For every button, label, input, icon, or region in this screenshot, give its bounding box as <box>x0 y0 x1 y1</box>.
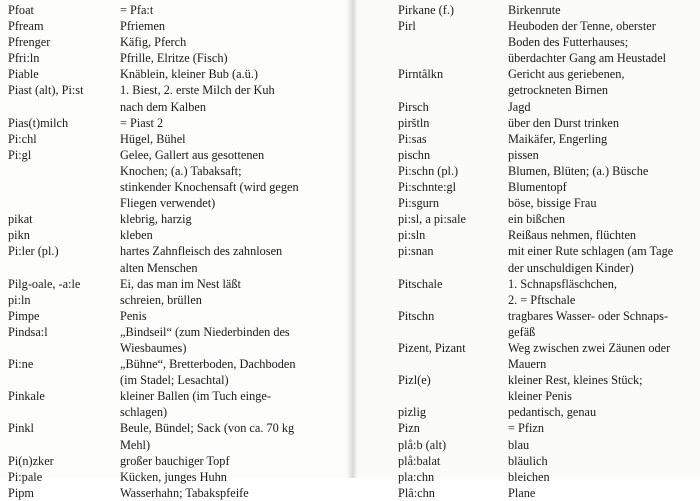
entry-term: plå:b (alt) <box>398 437 447 452</box>
dictionary-entry <box>352 437 700 453</box>
dictionary-entry <box>0 453 352 469</box>
entry-term: Pirl <box>398 19 416 34</box>
dictionary-entry <box>0 469 352 485</box>
dictionary-entry <box>352 420 700 436</box>
entry-definition: Reißaus nehmen, flüchten <box>508 228 637 243</box>
entry-definition: tragbares Wasser- oder Schnaps- gefäß <box>508 308 669 339</box>
entry-term: Pi(n)zker <box>8 453 54 468</box>
entry-definition: Kücken, junges Huhn <box>120 469 227 484</box>
entry-term: Pi:sgurn <box>398 196 439 211</box>
entry-term: Pi:ne <box>8 357 34 372</box>
dictionary-entry <box>352 485 700 501</box>
entry-definition: = Pfa:t <box>120 3 154 17</box>
dictionary-entry <box>352 372 700 404</box>
entry-term: Pirkane (f.) <box>398 3 454 17</box>
entry-term: plå:balat <box>398 453 441 468</box>
dictionary-entry <box>352 147 700 163</box>
entry-definition: kleiner Rest, kleines Stück; kleiner Penis <box>508 373 643 404</box>
entry-term: Pizl(e) <box>398 373 431 388</box>
entry-term: Pfream <box>8 19 44 34</box>
dictionary-entry <box>352 115 700 131</box>
entry-definition: blau <box>508 437 530 452</box>
dictionary-entry <box>352 404 700 420</box>
dictionary-entry <box>0 147 352 211</box>
dictionary-entry <box>352 340 700 372</box>
entry-term: pi:ln <box>8 292 31 307</box>
entry-term: Pitschale <box>398 276 443 291</box>
entry-definition: = Pfizn <box>508 421 544 436</box>
entry-definition: „Bindseil“ (zum Niederbinden des Wiesbaumes) <box>120 324 290 355</box>
entry-definition: bleichen <box>508 469 550 484</box>
entry-definition: Maikäfer, Engerling <box>508 131 608 146</box>
entry-definition: über den Durst trinken <box>508 115 619 130</box>
entry-definition: 1. Schnapsfläschchen, 2. = Pftschale <box>508 276 617 307</box>
entry-definition: Penis <box>120 308 147 323</box>
entry-definition: schreien, brüllen <box>120 292 202 307</box>
dictionary-entry <box>352 131 700 147</box>
entry-term: pikat <box>8 212 33 227</box>
entry-term: pikn <box>8 228 30 243</box>
entry-term: pi:snan <box>398 244 434 259</box>
dictionary-entry <box>352 276 700 308</box>
entry-term: Pi:gl <box>8 147 32 162</box>
entry-definition: bläulich <box>508 453 548 468</box>
dictionary-entry <box>0 50 352 66</box>
dictionary-entry <box>0 66 352 82</box>
dictionary-entry <box>0 131 352 147</box>
entry-term: Pizent, Pizant <box>398 340 466 355</box>
entry-term: Pilg-oale, -a:le <box>8 276 81 291</box>
entry-definition: Gericht aus geriebenen, getrockneten Birnen <box>508 67 625 98</box>
entry-definition: Blumentopf <box>508 180 567 195</box>
entry-term: Pi:chl <box>8 131 37 146</box>
entry-term: Pimpe <box>8 308 40 323</box>
entry-definition: 1. Biest, 2. erste Milch der Kuh nach dem Kalben <box>120 83 275 114</box>
entry-definition: hartes Zahnfleisch des zahnlosen alten Menschen <box>120 244 283 275</box>
dictionary-entry <box>352 179 700 195</box>
entry-term: Pinkale <box>8 389 45 404</box>
entry-definition: ein bißchen <box>508 212 566 227</box>
entry-term: Pinkl <box>8 421 34 436</box>
book-gutter <box>346 0 358 478</box>
dictionary-entry <box>352 18 700 66</box>
entry-definition: Wasserhahn; Tabakspfeife <box>120 485 249 500</box>
dictionary-entry <box>0 34 352 50</box>
dictionary-entry <box>352 227 700 243</box>
entry-definition: Hügel, Bühel <box>120 131 186 146</box>
dictionary-entry <box>0 420 352 452</box>
entry-term: pi:sln <box>398 228 426 243</box>
entry-definition: pissen <box>508 147 539 162</box>
dictionary-entry <box>0 324 352 356</box>
dictionary-entry <box>352 453 700 469</box>
entry-definition: kleben <box>120 228 153 243</box>
entry-term: Pi:schn (pl.) <box>398 163 459 178</box>
entry-definition: großer bauchiger Topf <box>120 453 230 468</box>
entry-term: pischn <box>398 147 431 162</box>
entry-term: Pi:ler (pl.) <box>8 244 59 259</box>
entry-term: Pipm <box>8 485 34 500</box>
dictionary-entry <box>352 163 700 179</box>
dictionary-entry <box>352 469 700 485</box>
dictionary-entry <box>352 195 700 211</box>
dictionary-entry <box>0 485 352 501</box>
entry-term: Pi:pale <box>8 469 43 484</box>
entry-definition: Blumen, Blüten; (a.) Büsche <box>508 163 649 178</box>
entry-definition: Ei, das man im Nest läßt <box>120 276 241 291</box>
dictionary-entry <box>0 308 352 324</box>
dictionary-entry <box>352 66 700 98</box>
entry-definition: = Piast 2 <box>120 115 164 130</box>
entry-term: Pias(t)milch <box>8 115 69 130</box>
entry-definition: Plane <box>508 485 536 500</box>
entry-definition: Heuboden der Tenne, oberster Boden des Futterhauses; überdachter Gang am Heustadel <box>508 19 667 66</box>
entry-term: Pirsch <box>398 99 429 114</box>
dictionary-entry <box>0 115 352 131</box>
dictionary-entry <box>0 82 352 114</box>
entry-term: Pfoat <box>8 3 34 17</box>
dictionary-entry <box>0 292 352 308</box>
entry-term: Pi:sas <box>398 131 427 146</box>
entry-term: Piable <box>8 67 39 82</box>
entry-term: pirštln <box>398 115 430 130</box>
dictionary-entry <box>0 211 352 227</box>
entry-definition: Pfriemen <box>120 19 166 34</box>
entry-term: Pindsa:l <box>8 324 48 339</box>
entry-definition: Weg zwischen zwei Zäunen oder Mauern <box>508 340 671 372</box>
entry-term: pizlig <box>398 405 427 420</box>
entry-definition: böse, bissige Frau <box>508 196 597 211</box>
dictionary-entry <box>352 243 700 275</box>
entry-term: pi:sl, a pi:sale <box>398 212 466 227</box>
dictionary-entry <box>352 308 700 340</box>
dictionary-entry <box>0 388 352 420</box>
dictionary-entry <box>352 2 700 18</box>
dictionary-entry <box>352 99 700 115</box>
entry-definition: Knäblein, kleiner Bub (a.ü.) <box>120 67 258 82</box>
entry-term: Pitschn <box>398 308 435 323</box>
entry-definition: Birkenrute <box>508 3 561 17</box>
entry-term: Pizn <box>398 421 420 436</box>
dictionary-entry <box>0 243 352 275</box>
dictionary-entry <box>0 227 352 243</box>
right-entry-list <box>352 2 700 501</box>
entry-definition: Pfrille, Elritze (Fisch) <box>120 51 228 66</box>
entry-definition: klebrig, harzig <box>120 212 192 227</box>
entry-definition: mit einer Rute schlagen (am Tage der unschuldigen Kinder) <box>508 244 674 275</box>
entry-term: Piast (alt), Pi:st <box>8 83 84 98</box>
entry-term: Plâ:chn <box>398 485 435 500</box>
dictionary-entry <box>0 356 352 388</box>
entry-term: Pirntâlkn <box>398 67 444 82</box>
entry-definition: Gelee, Gallert aus gesottenen Knochen; (a.) Tabaksaft; stinkender Knochensaft (wird gegen Fliegen verwendet) <box>120 147 299 211</box>
dictionary-entry <box>0 18 352 34</box>
right-page <box>352 0 700 500</box>
left-entry-list <box>0 2 352 501</box>
entry-definition: Beule, Bündel; Sack (von ca. 70 kg Mehl) <box>120 421 295 452</box>
dictionary-entry <box>352 211 700 227</box>
entry-definition: Käfig, Pferch <box>120 35 187 50</box>
entry-term: Pfri:ln <box>8 51 40 66</box>
entry-term: Pi:schnte:gl <box>398 180 457 195</box>
entry-definition: „Bühne“, Bretterboden, Dachboden (im Stadel; Lesachtal) <box>120 357 296 388</box>
entry-definition: Jagd <box>508 99 531 114</box>
entry-definition: pedantisch, genau <box>508 405 597 420</box>
entry-definition: kleiner Ballen (im Tuch einge- schlagen) <box>120 389 271 420</box>
dictionary-entry <box>0 276 352 292</box>
dictionary-entry <box>0 2 352 18</box>
entry-term: pla:chn <box>398 469 435 484</box>
entry-term: Pfrenger <box>8 35 51 50</box>
